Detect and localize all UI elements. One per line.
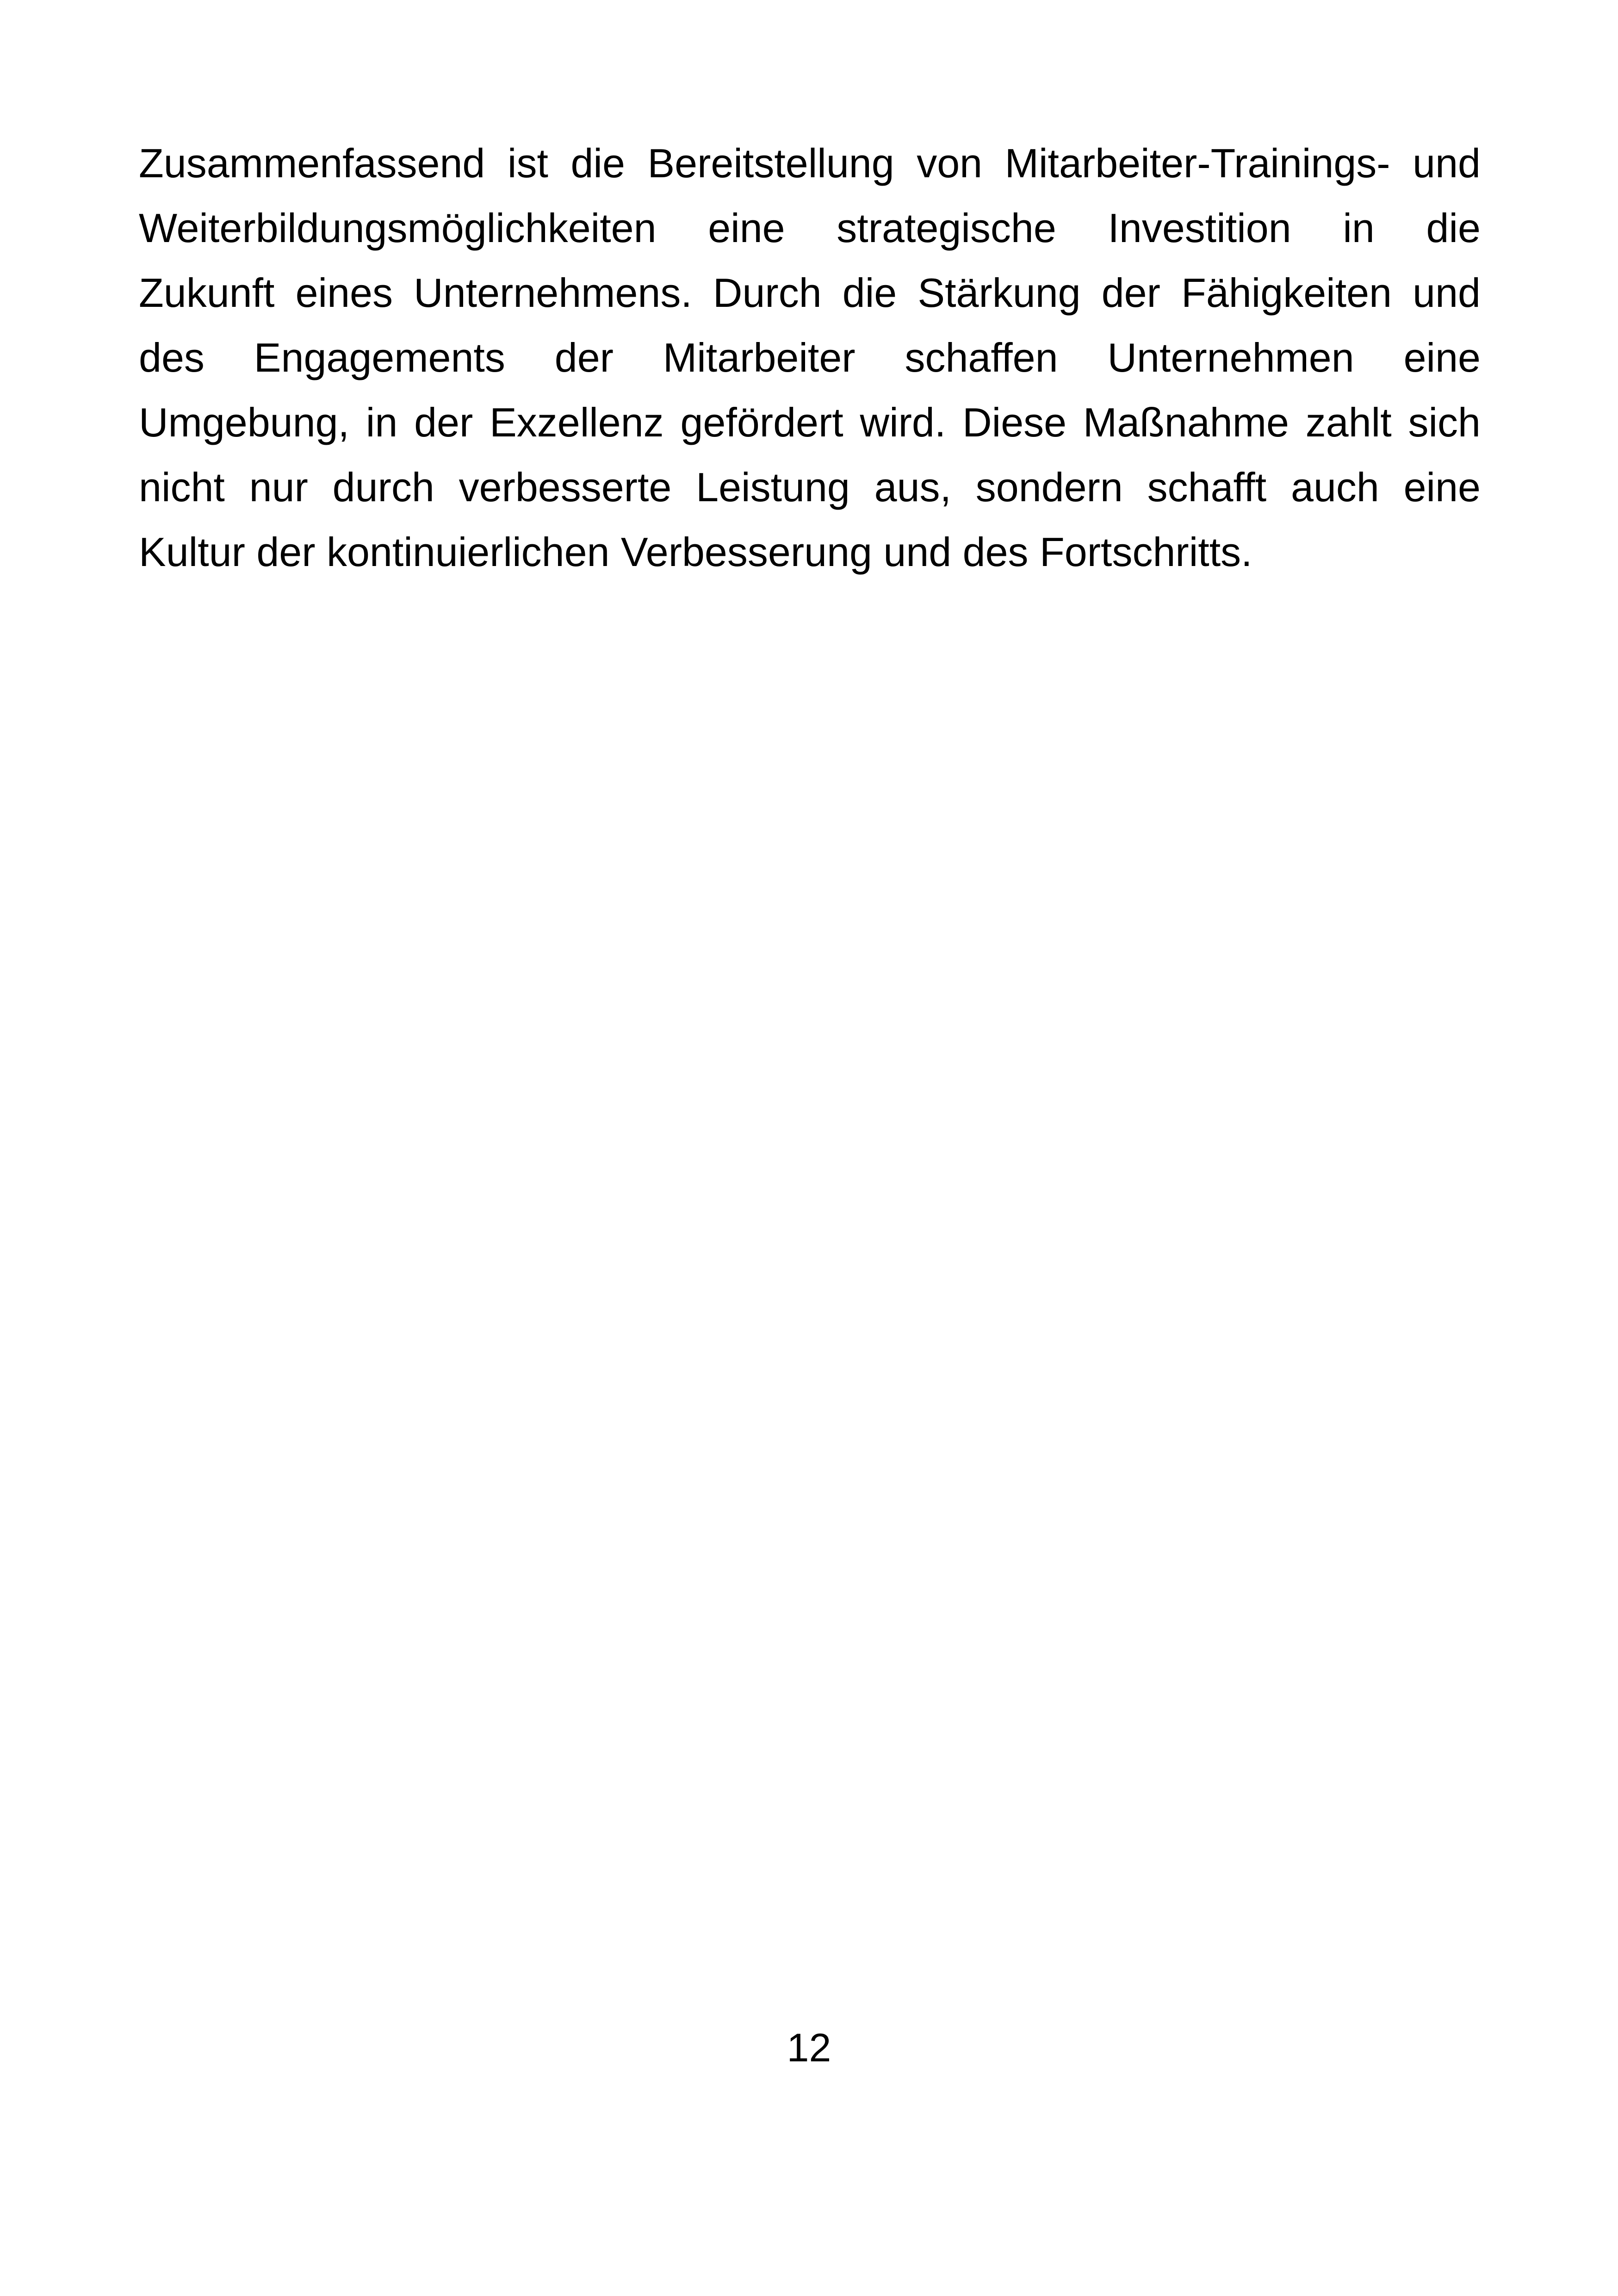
paragraph-line-1: Zusammenfassend ist die Bereitstellung von Mitarbeiter-Trainings- und	[139, 140, 1481, 186]
body-paragraph	[139, 131, 1481, 585]
paragraph-line-2: Weiterbildungsmöglichkeiten eine strategische Investition in die	[139, 205, 1481, 251]
paragraph-line-4: des Engagements der Mitarbeiter schaffen Unternehmen eine	[139, 335, 1481, 380]
page-number: 12	[787, 2026, 831, 2070]
paragraph-line-3: Zukunft eines Unternehmens. Durch die Stärkung der Fähigkeiten und	[139, 270, 1481, 316]
paragraph-line-6: nicht nur durch verbesserte Leistung aus, sondern schafft auch eine	[139, 464, 1481, 510]
paragraph-line-7: Kultur der kontinuierlichen Verbesserung und des Fortschritts.	[139, 529, 1252, 575]
paragraph-line-5: Umgebung, in der Exzellenz gefördert wird. Diese Maßnahme zahlt sich	[139, 399, 1481, 445]
